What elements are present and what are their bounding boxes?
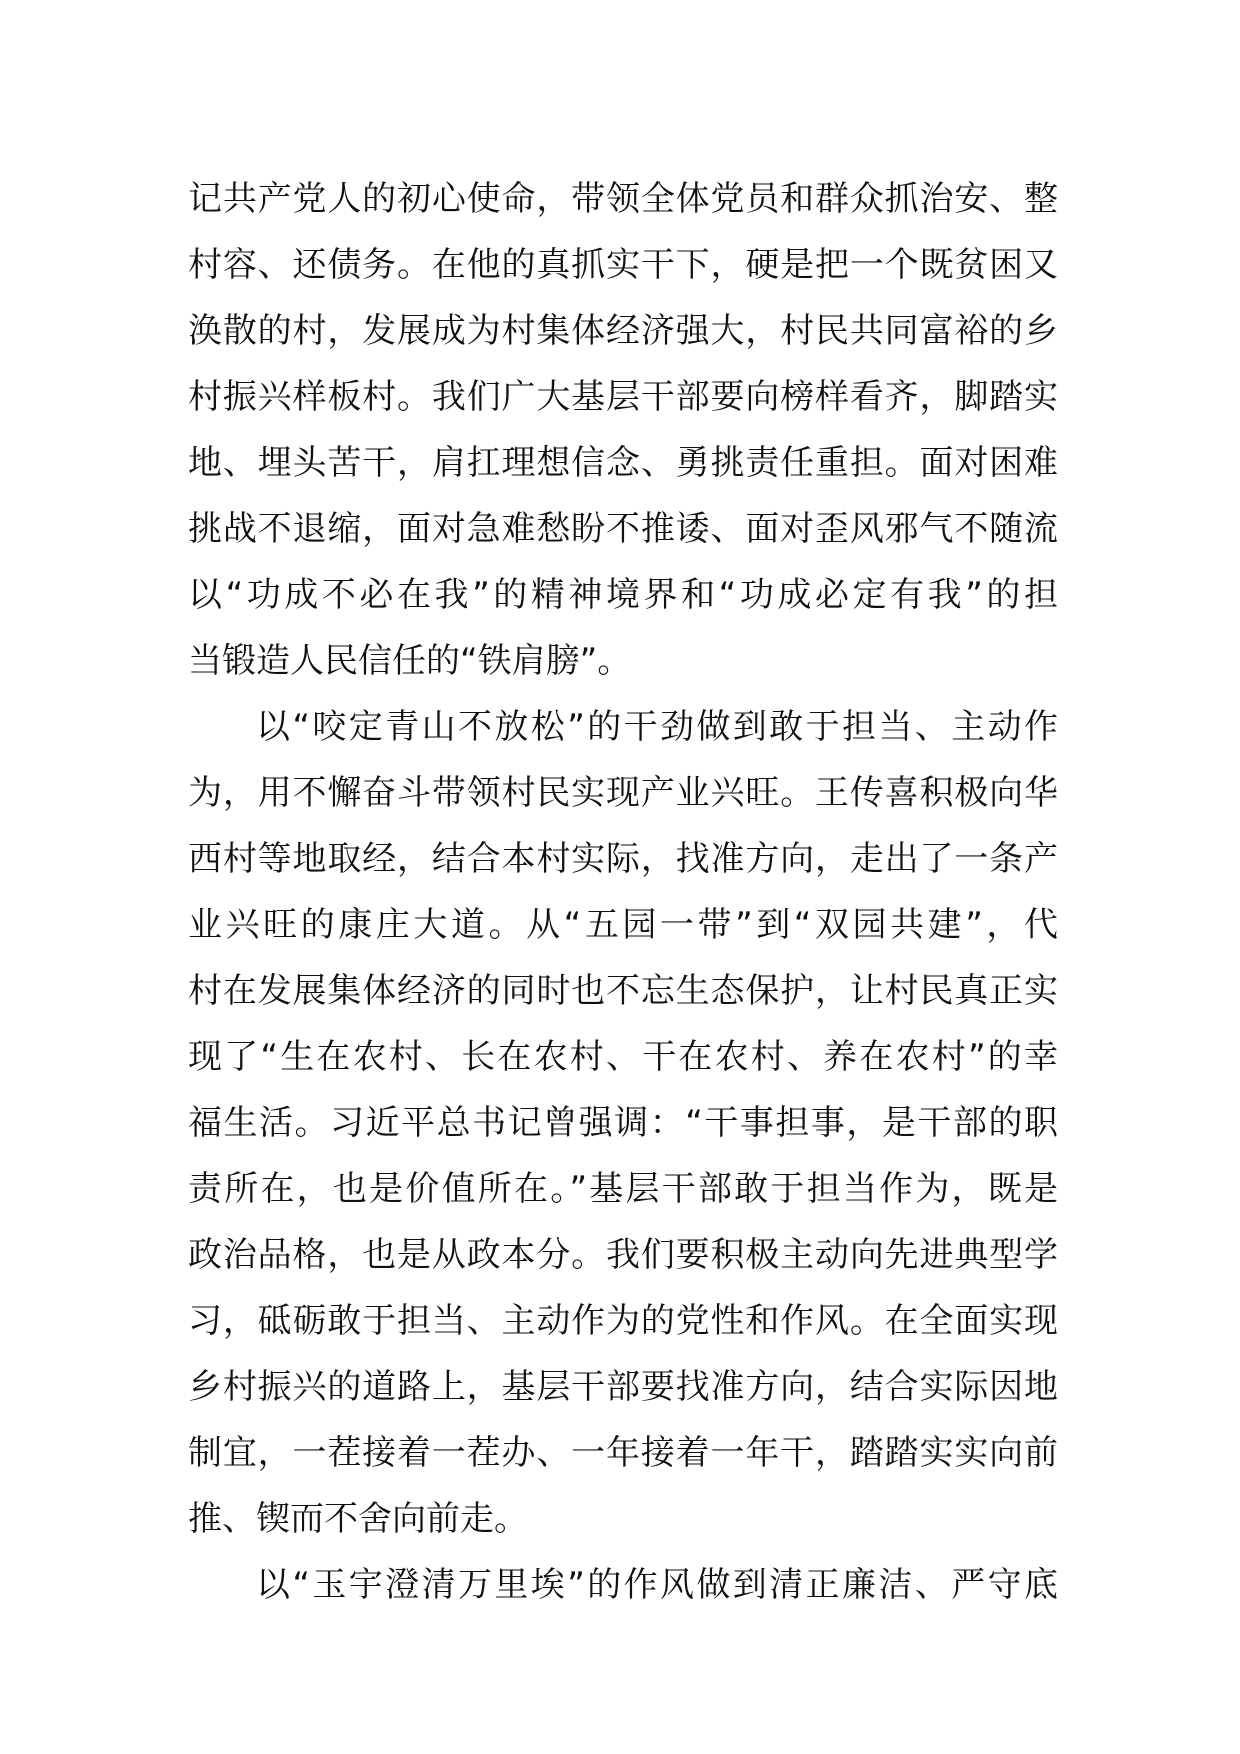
text-line: 涣散的村，发展成为村集体经济强大，村民共同富裕的乡 <box>188 311 1058 351</box>
text-line: 习，砥砺敢于担当、主动作为的党性和作风。在全面实现 <box>188 1301 1058 1341</box>
text-line: 以“咬定青山不放松”的干劲做到敢于担当、主动作 <box>256 707 1058 747</box>
text-line: 记共产党人的初心使命，带领全体党员和群众抓治安、整 <box>188 179 1058 219</box>
text-line: 挑战不退缩，面对急难愁盼不推诿、面对歪风邪气不随流 <box>188 509 1058 549</box>
text-line: 当锻造人民信任的“铁肩膀”。 <box>188 641 632 681</box>
text-line: 制宜，一茬接着一茬办、一年接着一年干，踏踏实实向前 <box>188 1433 1058 1473</box>
text-line: 政治品格，也是从政本分。我们要积极主动向先进典型学 <box>188 1235 1058 1275</box>
body-text <box>188 166 1058 1618</box>
text-line: 福生活。习近平总书记曾强调：“干事担事，是干部的职 <box>188 1103 1058 1143</box>
text-line: 推、锲而不舍向前走。 <box>188 1499 528 1539</box>
text-line: 村在发展集体经济的同时也不忘生态保护，让村民真正实 <box>188 971 1058 1011</box>
text-line: 业兴旺的康庄大道。从“五园一带”到“双园共建”，代 <box>188 905 1058 945</box>
text-line: 乡村振兴的道路上，基层干部要找准方向，结合实际因地 <box>188 1367 1058 1407</box>
text-line: 村振兴样板村。我们广大基层干部要向榜样看齐，脚踏实 <box>188 377 1058 417</box>
text-line: 现了“生在农村、长在农村、干在农村、养在农村”的幸 <box>188 1037 1058 1077</box>
text-line: 以“玉宇澄清万里埃”的作风做到清正廉洁、严守底 <box>256 1565 1058 1605</box>
text-line: 为，用不懈奋斗带领村民实现产业兴旺。王传喜积极向华 <box>188 773 1058 813</box>
text-line: 西村等地取经，结合本村实际，找准方向，走出了一条产 <box>188 839 1058 879</box>
text-line: 地、埋头苦干，肩扛理想信念、勇挑责任重担。面对困难 <box>188 443 1058 483</box>
text-line: 责所在，也是价值所在。”基层干部敢于担当作为，既是 <box>188 1169 1058 1209</box>
text-line: 村容、还债务。在他的真抓实干下，硬是把一个既贫困又 <box>188 245 1058 285</box>
text-line: 以“功成不必在我”的精神境界和“功成必定有我”的担 <box>188 575 1058 615</box>
